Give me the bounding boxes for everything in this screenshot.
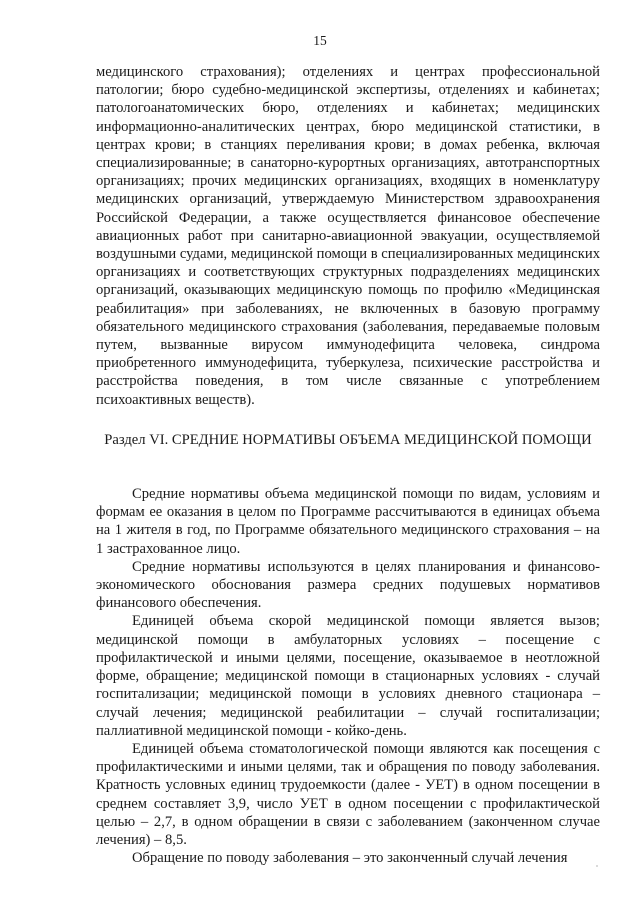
paragraph: Обращение по поводу заболевания – это законченный случай лечения	[132, 850, 568, 867]
section-heading: Раздел VI. СРЕДНИЕ НОРМАТИВЫ ОБЪЕМА МЕДИЦИНСКОЙ ПОМОЩИ	[104, 431, 592, 448]
page-number: 15	[313, 33, 327, 48]
scan-speck	[596, 865, 598, 867]
document-body	[96, 63, 600, 867]
paragraph: Единицей объема скорой медицинской помощи является вызов; медицинской помощи в амбулаторных условиях – посещение с профилактической и иными целями, посещение, оказываемое в неотложной форме, обращение; медицинской помощи в стационарных условиях - случай госпитализации; медицинской помощи в условиях дневного стационара – случай лечения; медицинской реабилитации – случай госпитализации; паллиативной медицинской помощи - койко-день.	[96, 613, 600, 739]
paragraph: Единицей объема стоматологической помощи являются как посещения с профилактическими и иными целями, так и обращения по поводу заболевания. Кратность условных единиц трудоемкости (далее - УЕТ) в одном посещении в среднем составляет 3,9, число УЕТ в одном посещении с профилактической целью – 2,7, в одном обращении в связи с заболеванием (законченном случае лечения) – 8,5.	[96, 740, 600, 848]
paragraph: Средние нормативы используются в целях планирования и финансово-экономического обоснования размера средних подушевых нормативов финансового обеспечения.	[96, 558, 600, 612]
paragraph-continued: медицинского страхования); отделениях и центрах профессиональной патологии; бюро судебно-медицинской экспертизы, отделениях и кабинетах; патологоанатомических бюро, отделениях и кабинетах; медицинских информационно-аналитических центрах, бюро медицинской статистики, в центрах крови; в станциях переливания крови; в домах ребенка, включая специализированные; в санаторно-курортных организациях, автотранспортных организациях; прочих медицинских организациях, входящих в номенклатуру медицинских организаций, утверждаемую Министерством здравоохранения Российской Федерации, а также осуществляется финансовое обеспечение авиационных работ при санитарно-авиационной эвакуации, осуществляемой воздушными судами, медицинской помощи в специализированных медицинских организациях и соответствующих структурных подразделениях медицинских организаций, оказывающих медицинскую помощь по профилю «Медицинская реабилитация» при заболеваниях, не включенных в базовую программу обязательного медицинского страхования (заболевания, передаваемые половым путем, вызванные вирусом иммунодефицита человека, синдрома приобретенного иммунодефицита, туберкулеза, психические расстройства и расстройства поведения, в том числе связанные с употреблением психоактивных веществ).	[96, 64, 600, 408]
paragraph: Средние нормативы объема медицинской помощи по видам, условиям и формам ее оказания в целом по Программе рассчитываются в единицах объема на 1 жителя в год, по Программе обязательного медицинского страхования – на 1 застрахованное лицо.	[96, 486, 600, 557]
